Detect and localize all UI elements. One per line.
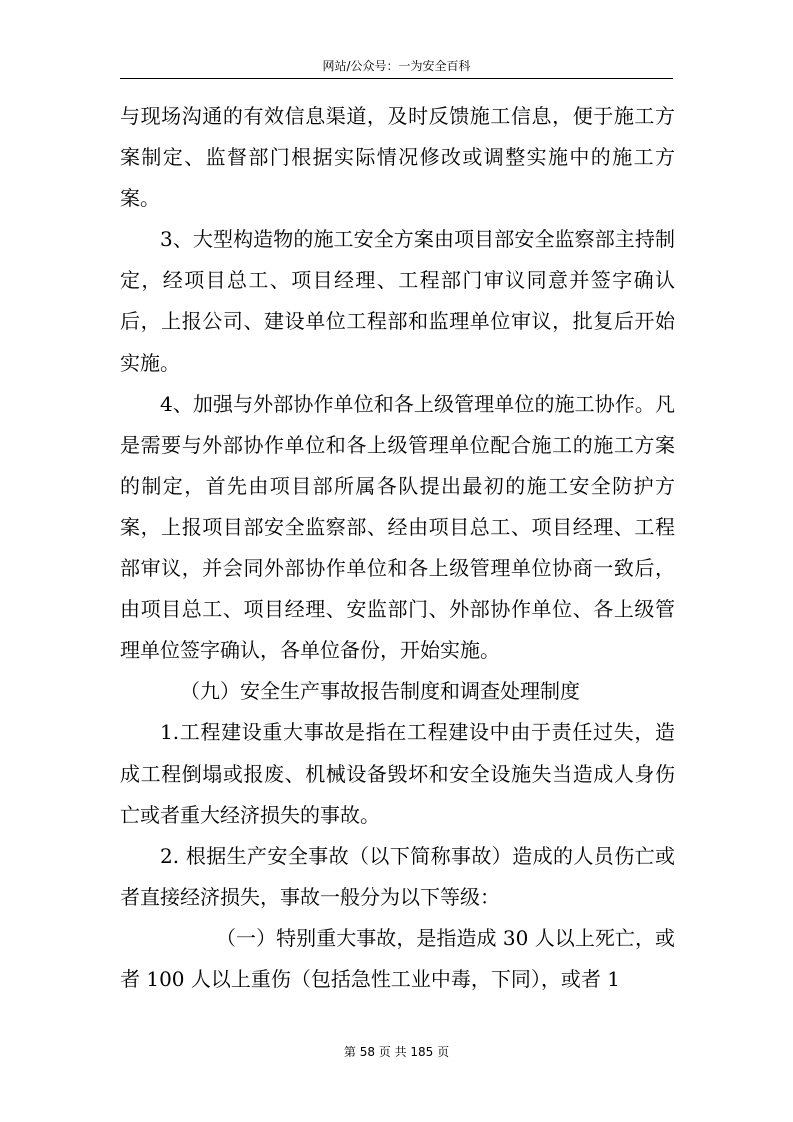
paragraph-item-3: 3、大型构造物的施工安全方案由项目部安全监察部主持制定，经项目总工、项目经理、工程部门审议同意并签字确认后，上报公司、建设单位工程部和监理单位审议，批复后开始实施。: [120, 227, 675, 375]
paragraph-item-1: 1.工程建设重大事故是指在工程建设中由于责任过失，造成工程倒塌或报废、机械设备毁坏和安全设施失当造成人身伤亡或者重大经济损失的事故。: [120, 720, 675, 827]
paragraph-item-2: 2. 根据生产安全事故（以下简称事故）造成的人员伤亡或者直接经济损失，事故一般分为以下等级：: [120, 843, 675, 909]
paragraph-item-4: 4、加强与外部协作单位和各上级管理单位的施工协作。凡是需要与外部协作单位和各上级管理单位配合施工的施工方案的制定，首先由项目部所属各队提出最初的施工安全防护方案，上报项目部安全监察部、经由项目总工、项目经理、工程部审议，并会同外部协作单位和各上级管理单位协商一致后，由项目总工、项目经理、安监部门、外部协作单位、各上级管理单位签字确认，各单位备份，开始实施。: [120, 391, 675, 663]
paragraph-continuation: 与现场沟通的有效信息渠道，及时反馈施工信息，便于施工方案制定、监督部门根据实际情况修改或调整实施中的施工方案。: [120, 104, 675, 211]
paragraph-subitem-1: （一）特别重大事故，是指造成 30 人以上死亡，或者 100 人以上重伤（包括急性工业中毒，下同），或者 1: [120, 925, 675, 991]
page-footer: 第 58 页 共 185 页: [343, 1045, 450, 1059]
body-text: [120, 96, 675, 1000]
header-rule: [120, 78, 673, 79]
page-header: 网站/公众号：一为安全百科: [322, 59, 471, 73]
section-heading: （九）安全生产事故报告制度和调查处理制度: [180, 679, 580, 704]
